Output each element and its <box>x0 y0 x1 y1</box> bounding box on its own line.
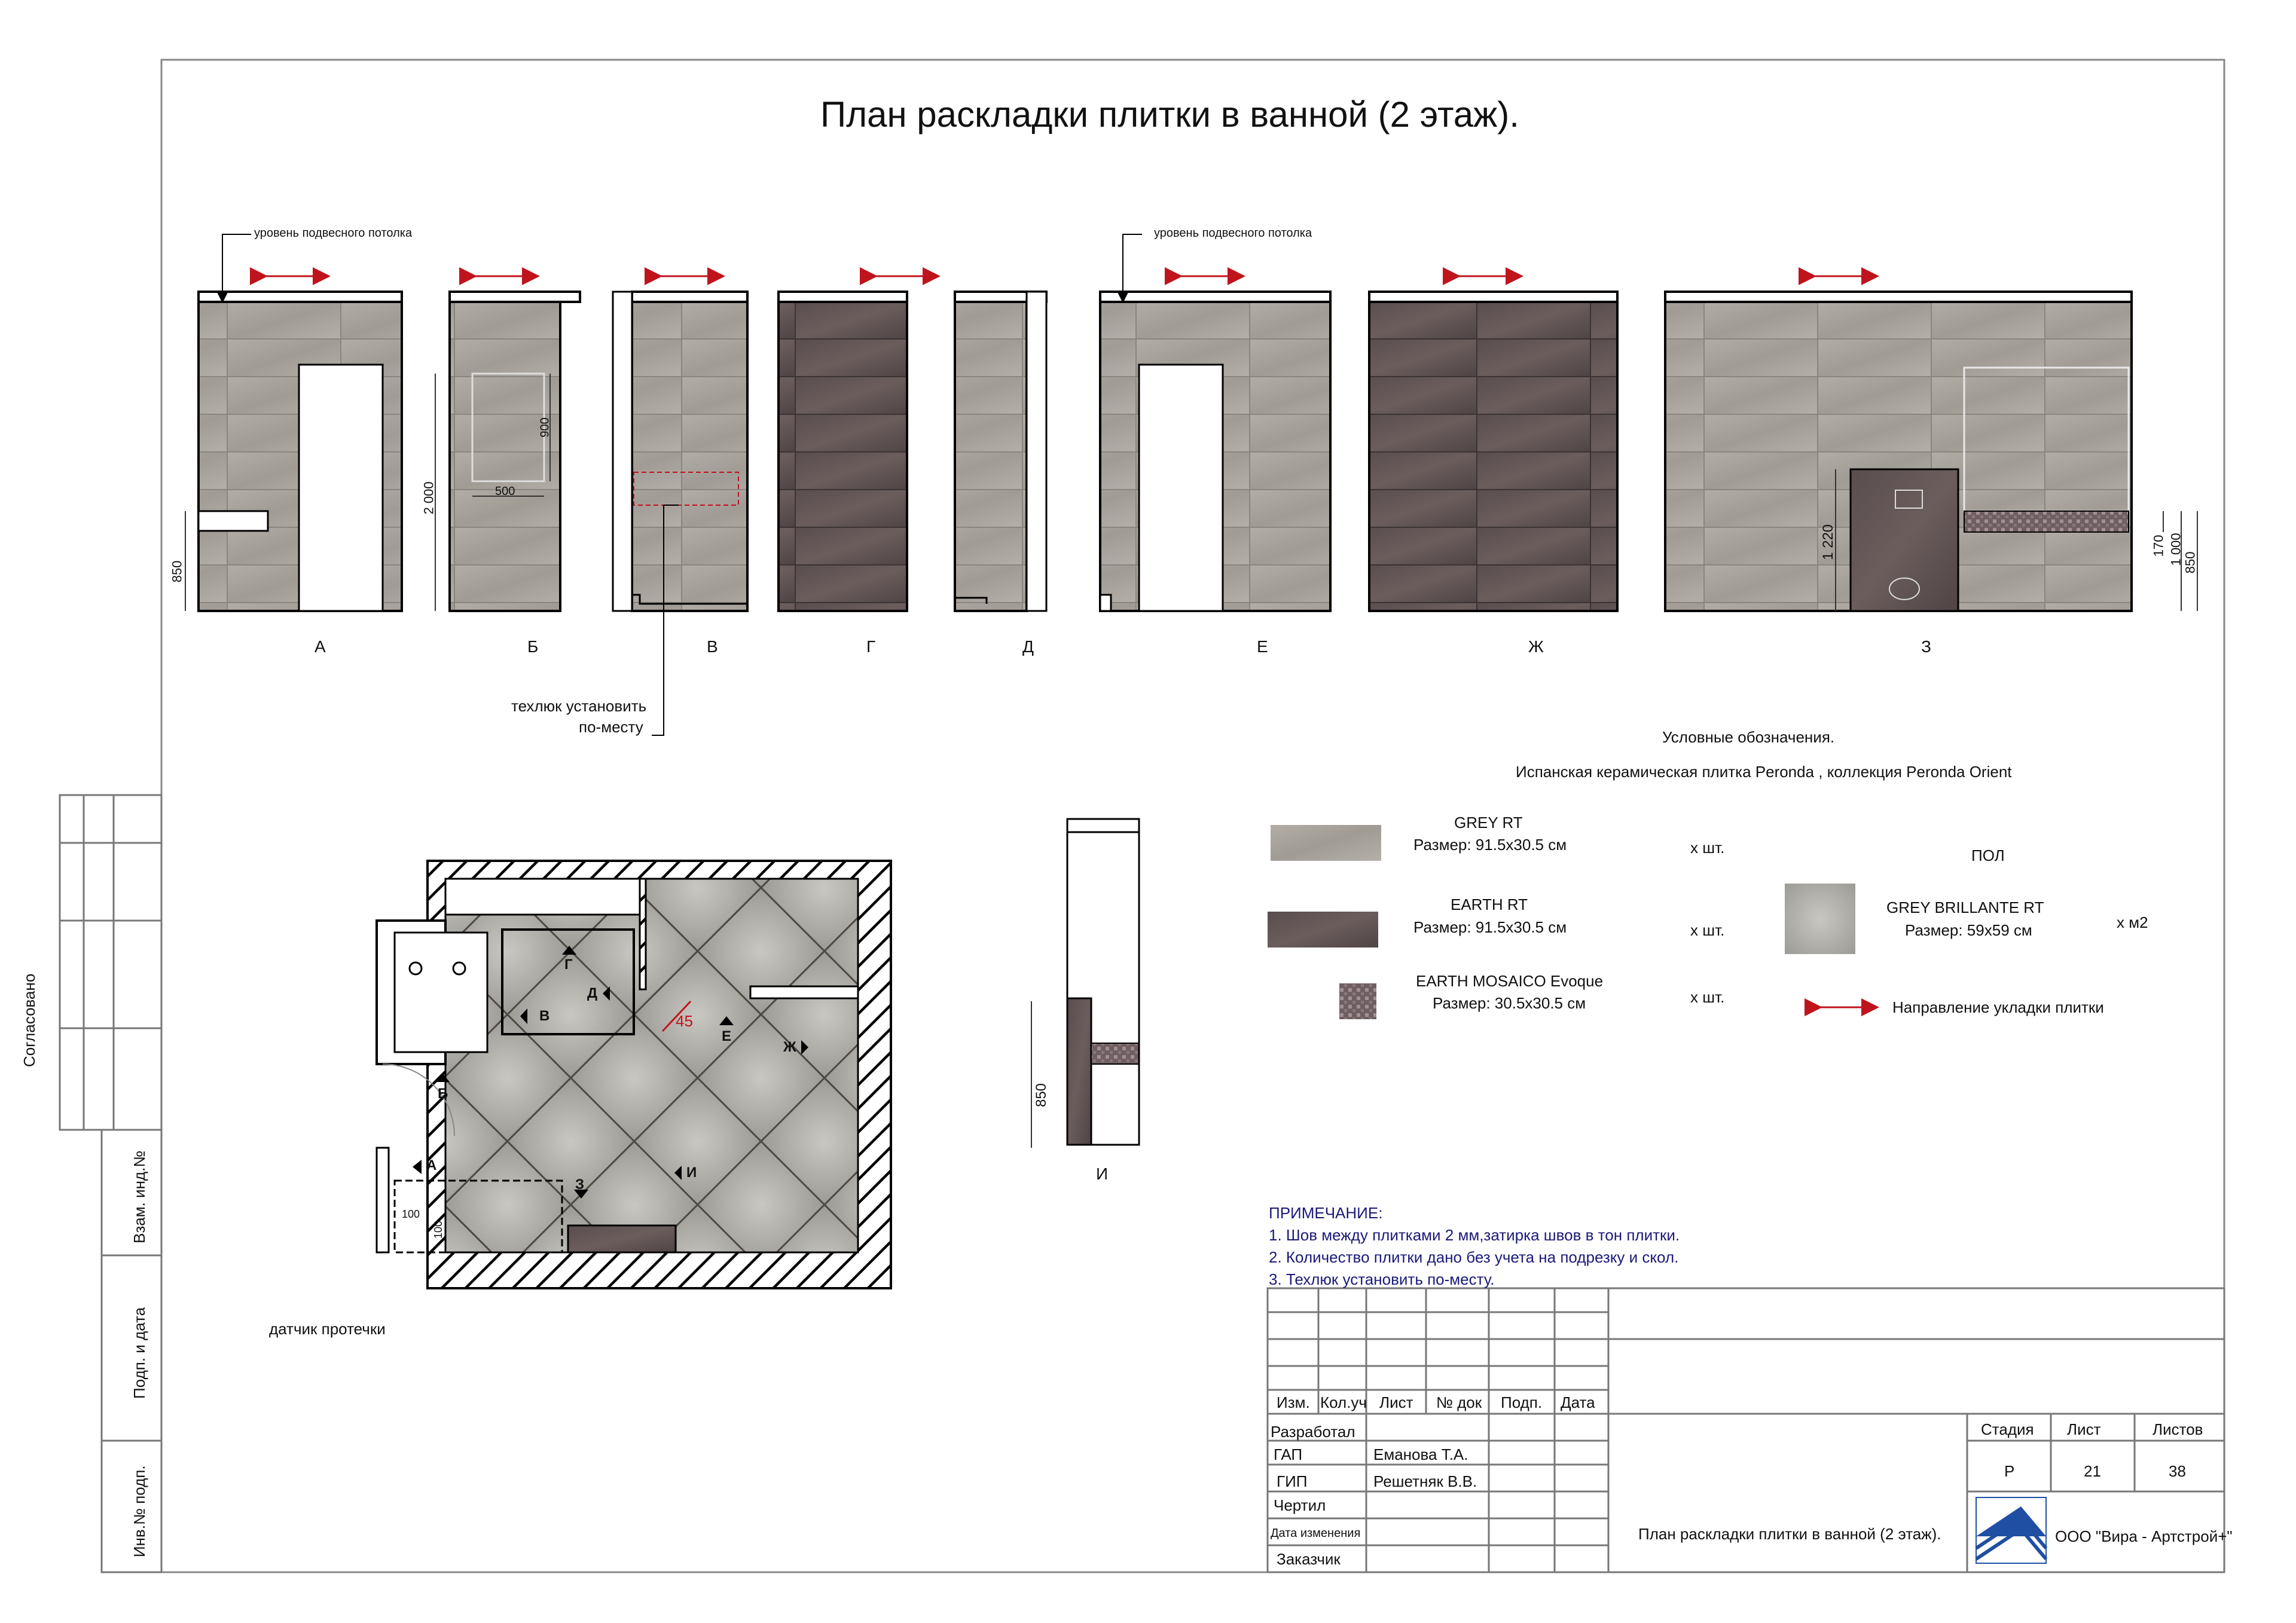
elevation-v <box>613 292 747 611</box>
company-logo <box>1976 1497 2046 1563</box>
legend-heading: Условные обозначения. <box>1662 728 1835 746</box>
elevation-letter: З <box>1921 637 1931 656</box>
angle-label: 45 <box>676 1012 693 1030</box>
dim-label: 1 220 <box>1820 524 1837 561</box>
ceiling-label-left: уровень подвесного потолка <box>254 227 413 240</box>
dim-label: 850 <box>2182 551 2198 574</box>
stamp-agreed: Согласовано <box>20 973 38 1067</box>
legend-item-qty: х шт. <box>1690 988 1725 1006</box>
plan-mark-label: З <box>575 1176 585 1193</box>
plan-mark-label: Е <box>722 1028 732 1044</box>
tb-name: Еманова Т.А. <box>1373 1445 1468 1463</box>
elevation-g <box>778 292 907 611</box>
tb-sheets-value: 38 <box>2169 1462 2186 1480</box>
legend-item-name: EARTH RT <box>1451 895 1528 913</box>
dim-label: 850 <box>1033 1083 1050 1108</box>
tb-role: Дата изменения <box>1271 1527 1361 1540</box>
tb-role: ГИП <box>1277 1472 1308 1490</box>
plan-mark-label: И <box>686 1164 697 1181</box>
legend-direction-label: Направление укладки плитки <box>1892 998 2104 1016</box>
plan-mark-label: В <box>539 1008 550 1024</box>
elevation-letter: Б <box>527 637 539 656</box>
legend-floor-qty: х м2 <box>2117 913 2148 931</box>
note-line: 3. Техлюк установить по-месту. <box>1269 1270 1495 1288</box>
tb-name: Решетняк В.В. <box>1373 1472 1477 1490</box>
hatch-note-line2: по-месту <box>579 718 643 736</box>
section-i <box>1067 819 1139 1145</box>
drawing-title: План раскладки плитки в ванной (2 этаж). <box>820 94 1519 135</box>
legend-item-size: Размер: 91.5х30.5 см <box>1413 836 1567 854</box>
plan-mark-label: А <box>426 1157 437 1173</box>
tb-col-header: Кол.уч <box>1320 1393 1367 1411</box>
tb-col-header: Дата <box>1561 1393 1595 1411</box>
elevation-letter: Г <box>866 637 876 656</box>
notes-heading: ПРИМЕЧАНИЕ: <box>1269 1204 1383 1222</box>
legend-item-size: Размер: 30.5х30.5 см <box>1433 994 1586 1012</box>
legend-floor-heading: ПОЛ <box>1971 846 2005 864</box>
tb-col-header: Изм. <box>1277 1393 1310 1411</box>
elevation-letter: И <box>1096 1164 1109 1183</box>
legend-item-name: EARTH MOSAICO Evoque <box>1416 972 1604 990</box>
legend-item-qty: х шт. <box>1690 921 1725 939</box>
legend-floor-size: Размер: 59х59 см <box>1905 921 2032 939</box>
dim-label: 100 <box>402 1208 420 1220</box>
elevation-b <box>450 292 580 611</box>
dim-label: 1 000 <box>2168 533 2184 566</box>
plan-mark-label: Б <box>438 1086 448 1102</box>
dim-label: 170 <box>2151 534 2166 557</box>
elevation-zh <box>1369 292 1617 611</box>
plan-mark-label: Ж <box>783 1039 796 1055</box>
ceiling-label-right: уровень подвесного потолка <box>1154 227 1312 240</box>
leak-sensor-label: датчик протечки <box>269 1320 386 1338</box>
legend-swatches <box>1268 825 1877 1019</box>
tb-col-header: Лист <box>1379 1393 1413 1411</box>
legend-subheading: Испанская керамическая плитка Peronda , коллекция Peronda Orient <box>1516 763 2012 781</box>
stamp-vzam: Взам. инд.№ <box>130 1150 148 1243</box>
elevation-e <box>1100 292 1330 611</box>
hatch-note-line1: техлюк установить <box>511 697 647 715</box>
tb-company: ООО "Вира - Артстрой+" <box>2055 1527 2233 1545</box>
elevation-letter: Е <box>1257 637 1268 656</box>
note-line: 1. Шов между плитками 2 мм,затирка швов в тон плитки. <box>1269 1226 1680 1244</box>
tb-sheets-label: Листов <box>2152 1420 2203 1438</box>
plan-mark-label: Г <box>564 956 573 973</box>
tb-col-header: Подп. <box>1501 1393 1543 1411</box>
elevation-letter: В <box>707 637 718 656</box>
tb-stage-label: Стадия <box>1981 1420 2034 1438</box>
dim-label: 900 <box>538 417 552 438</box>
plan-mark-label: Д <box>587 985 598 1001</box>
elevation-letter: Д <box>1022 637 1034 656</box>
legend-item-name: GREY RT <box>1454 814 1523 832</box>
legend-item-qty: х шт. <box>1690 839 1725 857</box>
dim-label: 100 <box>432 1220 445 1239</box>
tb-role: Чертил <box>1274 1496 1326 1514</box>
elevation-letter: А <box>315 637 326 656</box>
tb-role: Разработал <box>1271 1423 1355 1441</box>
tb-col-header: № док <box>1436 1393 1482 1411</box>
stamp-inv-orig: Инв.№ подп. <box>130 1465 148 1557</box>
tb-role: ГАП <box>1274 1445 1303 1463</box>
tb-stage-value: Р <box>2004 1462 2015 1480</box>
legend-item-size: Размер: 91.5х30.5 см <box>1413 918 1567 936</box>
stamp-sign-date: Подп. и дата <box>130 1307 148 1399</box>
sheet-frame <box>161 60 2224 1572</box>
elevation-z <box>1665 292 2132 611</box>
tb-role: Заказчик <box>1277 1550 1341 1568</box>
elevation-a <box>199 292 402 611</box>
dim-label: 850 <box>169 560 185 583</box>
legend-floor-name: GREY BRILLANTE RT <box>1886 898 2044 916</box>
tb-sheet-label: Лист <box>2067 1420 2101 1438</box>
dim-label: 500 <box>495 485 515 498</box>
tb-sheet-value: 21 <box>2084 1462 2101 1480</box>
elevation-d <box>955 292 1046 611</box>
note-line: 2. Количество плитки дано без учета на подрезку и скол. <box>1269 1248 1679 1266</box>
dim-label: 2 000 <box>421 481 436 515</box>
elevation-letter: Ж <box>1528 637 1544 656</box>
floor-plan <box>377 861 891 1288</box>
tb-drawing-title: План раскладки плитки в ванной (2 этаж). <box>1638 1525 1941 1543</box>
